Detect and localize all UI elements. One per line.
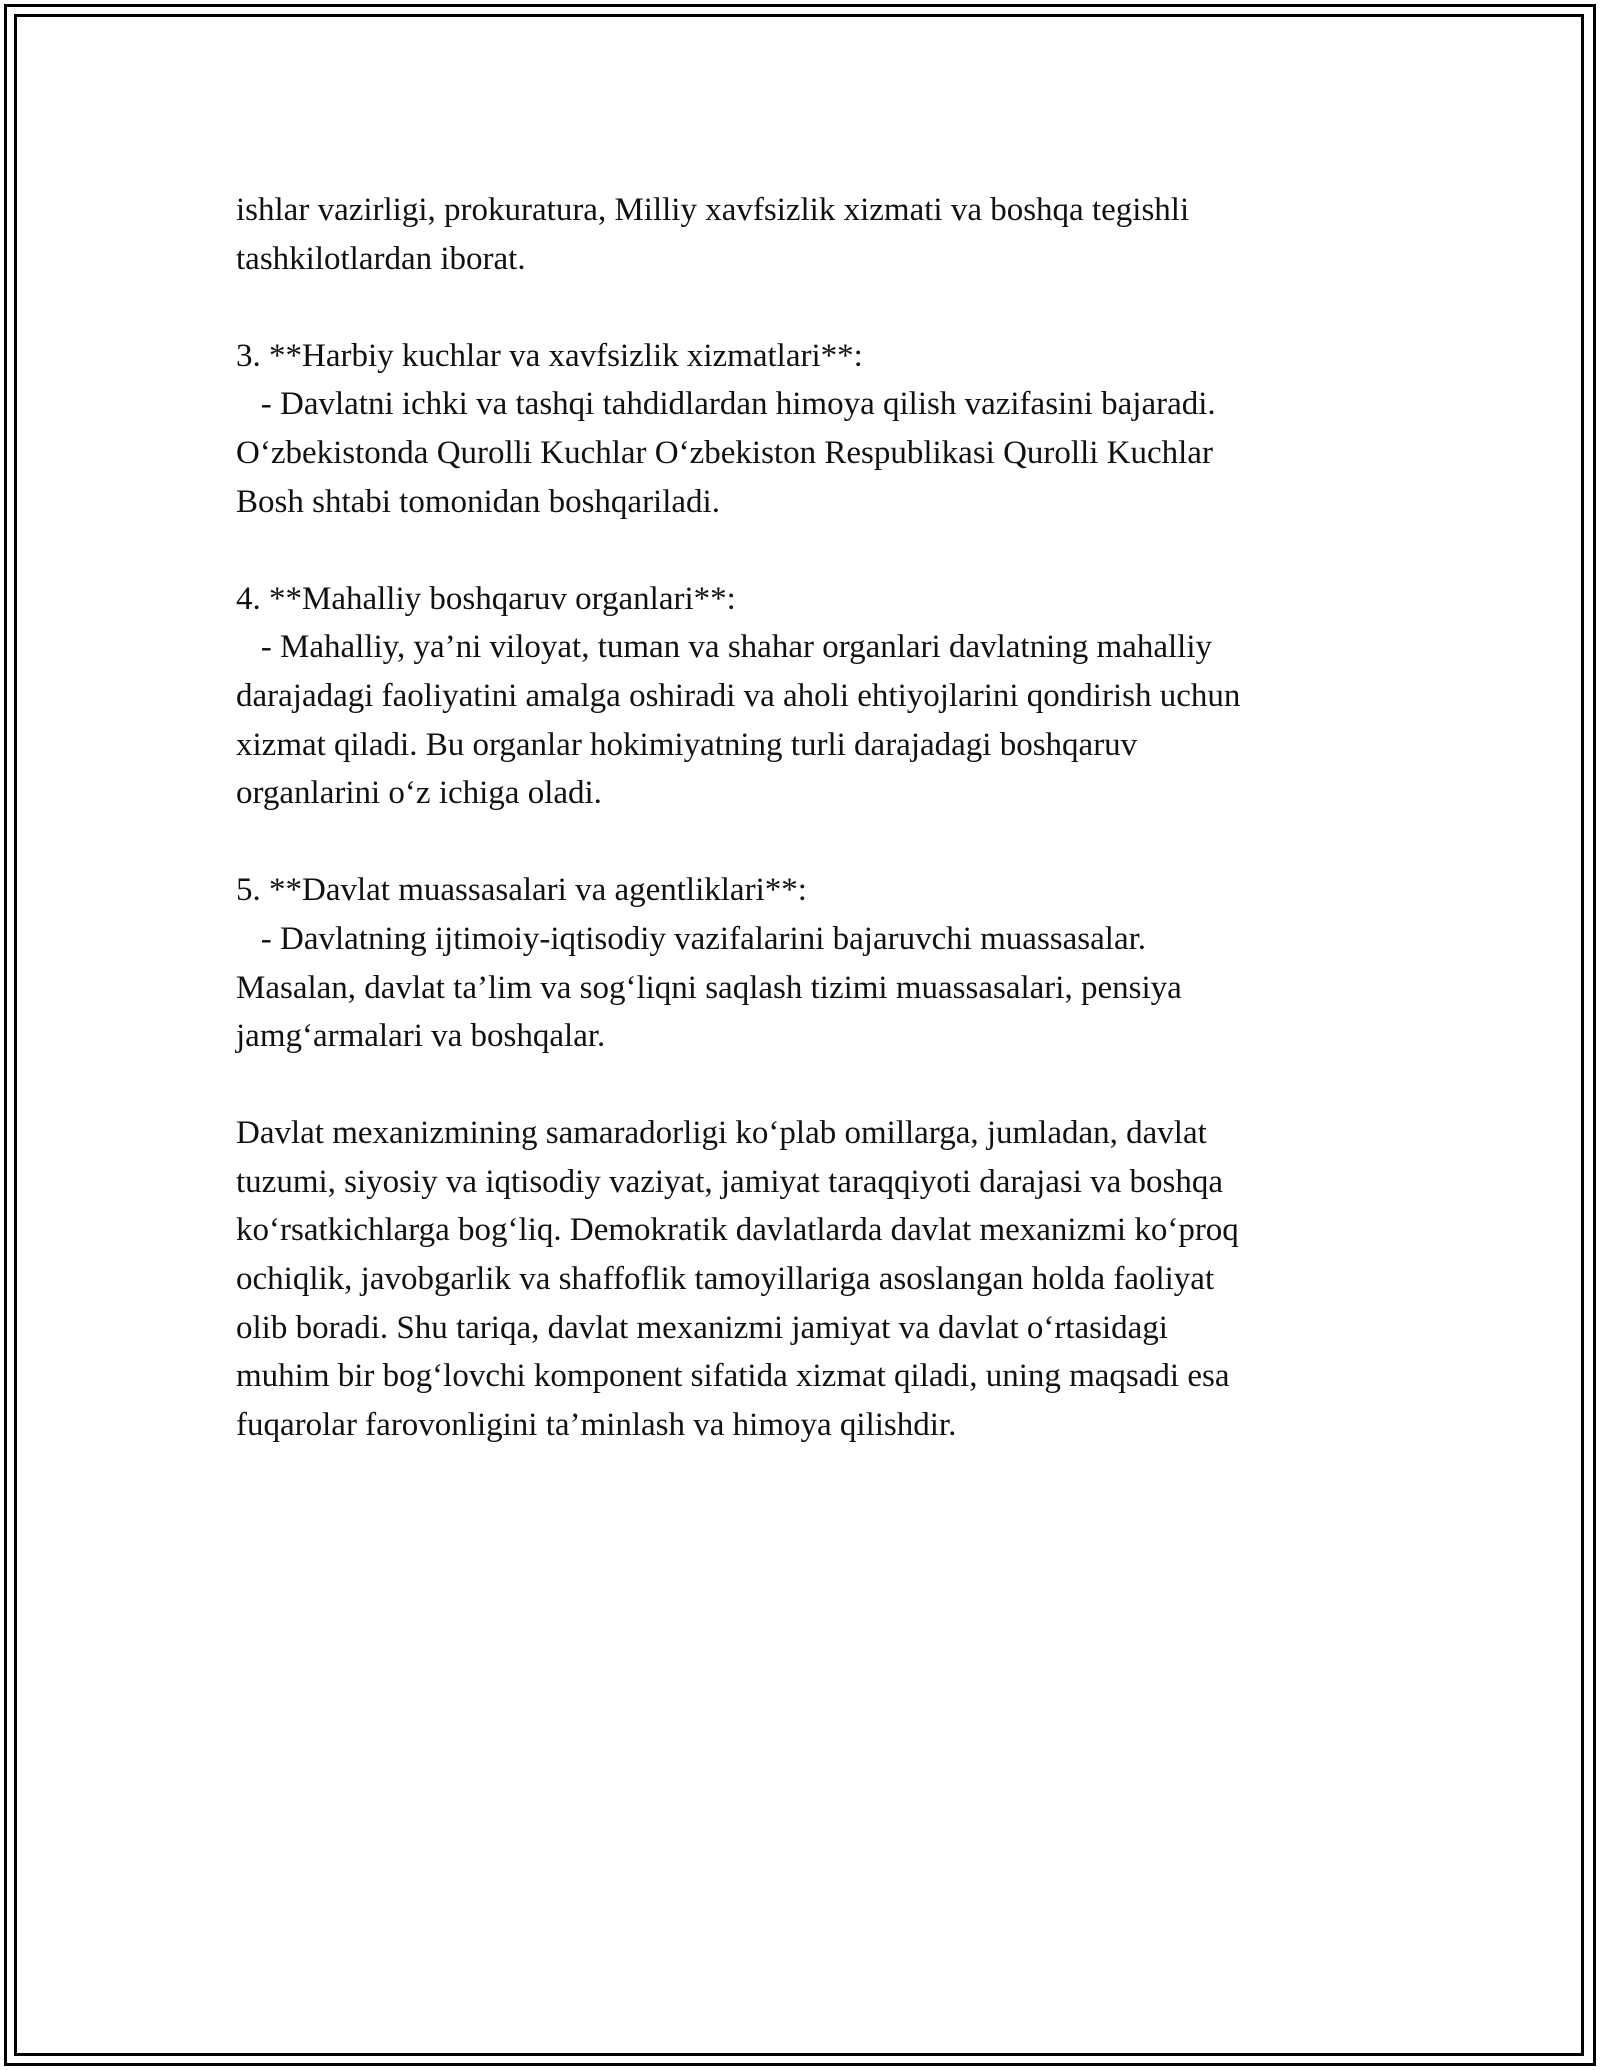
text-line: ishlar vazirligi, prokuratura, Milliy xavfsizlik xizmati va boshqa tegishli <box>236 192 1190 228</box>
section-3-heading: 3. **Harbiy kuchlar va xavfsizlik xizmatlari**: <box>236 337 863 374</box>
text-line: fuqarolar farovonligini ta’minlash va himoya qilishdir. <box>236 1406 957 1443</box>
text-line: ko‘rsatkichlarga bog‘liq. Demokratik davlatlarda davlat mexanizmi ko‘proq <box>236 1212 1239 1249</box>
text-line: - Davlatni ichki va tashqi tahdidlardan himoya qilish vazifasini bajaradi. <box>236 386 1216 423</box>
text-line: muhim bir bog‘lovchi komponent sifatida xizmat qiladi, uning maqsadi esa <box>236 1358 1230 1395</box>
paragraph-gap <box>236 1061 1376 1110</box>
text-line: Masalan, davlat ta’lim va sog‘liqni saqlash tizimi muassasalari, pensiya <box>236 969 1182 1006</box>
text-line: jamg‘armalari va boshqalar. <box>236 1018 606 1055</box>
text-line: O‘zbekistonda Qurolli Kuchlar O‘zbekiston Respublikasi Qurolli Kuchlar <box>236 434 1213 471</box>
intro-paragraph <box>236 186 1376 283</box>
section-4-heading: 4. **Mahalliy boshqaruv organlari**: <box>236 580 736 617</box>
text-line: Davlat mexanizmining samaradorligi ko‘plab omillarga, jumladan, davlat <box>236 1115 1207 1152</box>
text-line: olib boradi. Shu tariqa, davlat mexanizmi jamiyat va davlat o‘rtasidagi <box>236 1309 1168 1346</box>
text-line: organlarini o‘z ichiga oladi. <box>236 775 602 812</box>
paragraph-gap <box>236 283 1376 332</box>
text-line: xizmat qiladi. Bu organlar hokimiyatning turli darajadagi boshqaruv <box>236 726 1138 763</box>
text-line: Bosh shtabi tomonidan boshqariladi. <box>236 483 720 520</box>
section-5 <box>236 866 1376 1060</box>
text-line: ochiqlik, javobgarlik va shaffoflik tamoyillariga asoslangan holda faoliyat <box>236 1261 1215 1298</box>
text-line: darajadagi faoliyatini amalga oshiradi va aholi ehtiyojlarini qondirish uchun <box>236 677 1241 714</box>
text-line: - Mahalliy, ya’ni viloyat, tuman va shahar organlari davlatning mahalliy <box>236 629 1212 666</box>
paragraph-gap <box>236 526 1376 575</box>
section-5-heading: 5. **Davlat muassasalari va agentliklari**: <box>236 872 807 909</box>
section-4 <box>236 575 1376 818</box>
paragraph-gap <box>236 818 1376 867</box>
text-line: tashkilotlardan iborat. <box>236 240 526 277</box>
text-line: - Davlatning ijtimoiy-iqtisodiy vazifalarini bajaruvchi muassasalar. <box>236 920 1147 957</box>
text-line: tuzumi, siyosiy va iqtisodiy vaziyat, jamiyat taraqqiyoti darajasi va boshqa <box>236 1163 1224 1200</box>
document-body <box>236 186 1376 1449</box>
conclusion-paragraph <box>236 1109 1376 1449</box>
section-3 <box>236 332 1376 526</box>
